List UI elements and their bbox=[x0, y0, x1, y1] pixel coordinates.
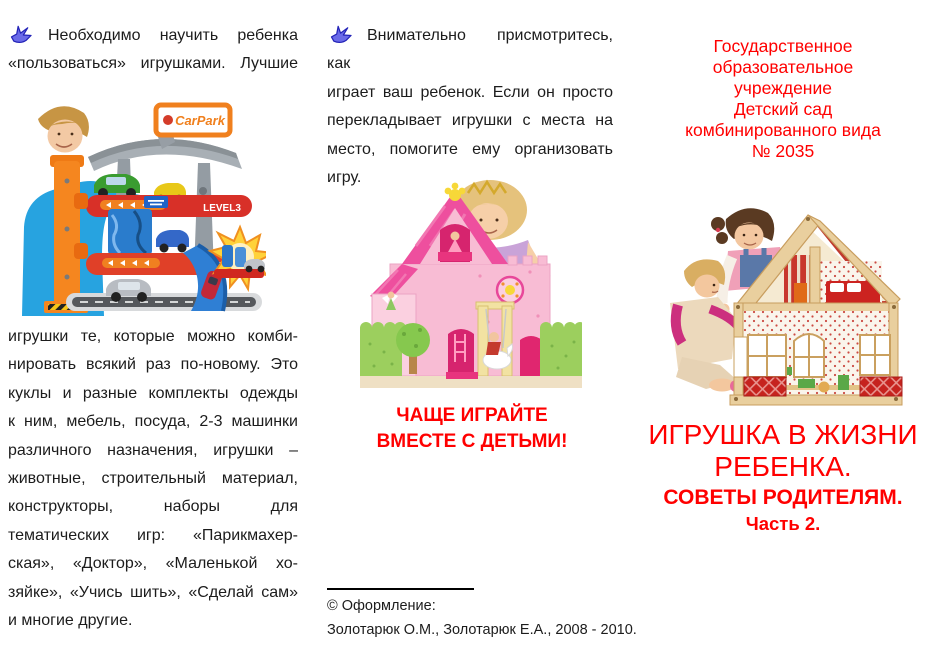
text-line: учреждение bbox=[734, 78, 832, 98]
text-line: конструкторы, наборы для bbox=[8, 498, 298, 516]
text-line: животные, строительный материал, bbox=[8, 470, 298, 488]
text-line: ВМЕСТЕ С ДЕТЬМИ! bbox=[376, 431, 568, 452]
text-line: тематических игр: «Парикмахер- bbox=[8, 526, 298, 544]
toy-garage-photo bbox=[8, 97, 266, 316]
brochure-title-line1: ИГРУШКА В ЖИЗНИ bbox=[648, 419, 918, 450]
text-line: комбинированного вида bbox=[685, 120, 881, 140]
play-together-slogan bbox=[327, 403, 617, 455]
brochure-part-label: Часть 2. bbox=[745, 513, 821, 534]
center-window bbox=[794, 333, 824, 377]
text-line: образовательное bbox=[712, 57, 854, 77]
organization-header bbox=[642, 36, 924, 162]
credits-divider-line bbox=[327, 588, 474, 590]
credits-authors: Золотарюк О.М., Золотарюк Е.А., 2008 - 2010. bbox=[327, 622, 637, 638]
text-line: ЧАЩЕ ИГРАЙТЕ bbox=[396, 405, 548, 426]
text-line: к ним, мебель, посуда, 2-3 машинки bbox=[8, 413, 298, 431]
text-line: перекладывает игрушки с места на bbox=[327, 112, 613, 130]
text-line: куклы и разные комплекты одежды bbox=[8, 384, 298, 402]
svg-text:LEVEL3: LEVEL3 bbox=[203, 203, 241, 214]
brochure-subtitle: СОВЕТЫ РОДИТЕЛЯМ. bbox=[663, 486, 903, 509]
text-line: различного назначения, игрушки – bbox=[8, 441, 298, 459]
text-line: Внимательно присмотритесь, как bbox=[327, 27, 613, 73]
text-line: Государственное bbox=[713, 36, 853, 56]
left-paragraph-top bbox=[8, 22, 298, 79]
right-window bbox=[860, 335, 890, 375]
credits-label: © Оформление: bbox=[327, 598, 436, 614]
carpark-sign bbox=[156, 105, 230, 135]
text-line: играет ваш ребенок. Если он просто bbox=[327, 83, 613, 101]
text-line: игру. bbox=[327, 169, 362, 187]
text-line: Детский сад bbox=[733, 99, 833, 119]
text-line: игрушки те, которые можно комби- bbox=[8, 328, 298, 345]
princess-castle-photo bbox=[360, 176, 582, 402]
text-line: Необходимо научить ребенка bbox=[48, 27, 298, 44]
middle-paragraph bbox=[327, 22, 613, 192]
text-line: № 2035 bbox=[751, 141, 815, 161]
text-line: нировать всякий раз по-новому. Это bbox=[8, 356, 298, 374]
text-line: место, помогите ему организовать bbox=[327, 140, 613, 158]
text-line: зяйке», «Учись шить», «Сделай сам» bbox=[8, 583, 298, 601]
svg-text:CarPark: CarPark bbox=[175, 113, 225, 128]
credits-block bbox=[327, 594, 637, 642]
brochure-title-block bbox=[642, 419, 924, 535]
dollhouse-photo bbox=[648, 197, 908, 409]
ground-track bbox=[66, 293, 262, 311]
brochure-title-line2: РЕБЕНКА. bbox=[714, 451, 852, 482]
left-paragraph-bottom bbox=[8, 323, 298, 635]
text-line: ская», «Доктор», «Маленькой хо- bbox=[8, 555, 298, 573]
left-window bbox=[734, 335, 786, 377]
text-line: и многие другие. bbox=[8, 612, 133, 630]
text-line: «пользоваться» игрушками. Лучшие bbox=[8, 55, 298, 73]
